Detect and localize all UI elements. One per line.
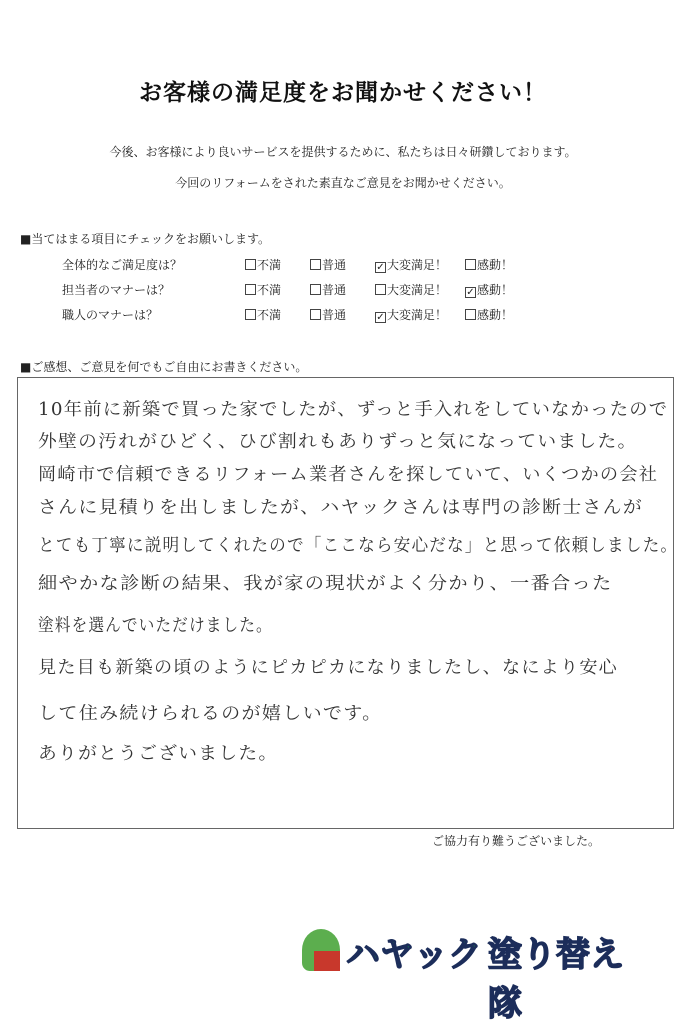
checkbox[interactable] (465, 259, 476, 270)
rating-option[interactable] (465, 306, 513, 323)
option-label: 普通 (322, 283, 347, 297)
checkbox[interactable] (465, 309, 476, 320)
comments-heading: ■ご感想、ご意見を何でもご自由にお書きください。 (20, 360, 308, 374)
handwritten-line: ありがとうございました。 (38, 744, 279, 764)
handwritten-line: とても丁寧に説明してくれたので「ここなら安心だな」と思って依頼しました。 (38, 536, 679, 556)
rating-option[interactable] (465, 256, 513, 273)
rating-option[interactable] (310, 256, 346, 273)
rating-row (62, 281, 662, 299)
page-title: お客様の満足度をお聞かせください！ (139, 80, 547, 106)
checkbox[interactable] (375, 284, 386, 295)
option-label: 普通 (322, 308, 347, 322)
checkbox[interactable] (310, 309, 321, 320)
intro-line-2: 今回のリフォームをされた素直なご意見をお聞かせください。 (175, 176, 511, 190)
rating-label: 全体的なご満足度は？ (62, 258, 183, 272)
logo-tagline: 塗り替え隊 (488, 935, 624, 1024)
option-label: 感動！ (477, 258, 514, 272)
handwritten-line: 外壁の汚れがひどく、ひび割れもありずっと気になっていました。 (38, 432, 638, 452)
option-label: 不満 (257, 258, 282, 272)
checkbox[interactable] (245, 309, 256, 320)
logo-brand: ハヤック (346, 935, 482, 975)
option-label: 普通 (322, 258, 347, 272)
handwritten-line: 塗料を選んでいただけました。 (38, 616, 273, 636)
intro-line-1: 今後、お客様により良いサービスを提供するために、私たちは日々研鑽しております。 (109, 145, 577, 159)
rating-option[interactable] (465, 281, 513, 298)
company-logo (302, 925, 642, 1024)
option-label: 感動！ (477, 308, 514, 322)
checkbox[interactable]: ✓ (376, 312, 385, 323)
checklist-heading: ■当てはまる項目にチェックをお願いします。 (20, 232, 271, 246)
thanks-text: ご協力有り難うございました。 (432, 834, 601, 848)
rating-option[interactable] (310, 306, 346, 323)
handwritten-line: 10年前に新築で買った家でしたが、ずっと手入れをしていなかったので (38, 400, 669, 420)
rating-option[interactable] (245, 281, 281, 298)
rating-label: 職人のマナーは？ (62, 308, 159, 322)
rating-option[interactable] (245, 306, 281, 323)
handwritten-line: さんに見積りを出しましたが、ハヤックさんは専門の診断士さんが (38, 498, 643, 518)
rating-label: 担当者のマナーは？ (62, 283, 171, 297)
rating-row (62, 306, 662, 324)
rating-row (62, 256, 662, 274)
option-label: 大変満足！ (387, 258, 448, 272)
handwritten-line: 細やかな診断の結果、我が家の現状がよく分かり、一番合った (38, 574, 613, 594)
option-label: 感動！ (477, 283, 514, 297)
house-icon (314, 951, 340, 971)
checkbox[interactable] (310, 284, 321, 295)
option-label: 大変満足！ (387, 308, 448, 322)
handwritten-line: して住み続けられるのが嬉しいです。 (38, 704, 383, 724)
checkbox[interactable] (245, 284, 256, 295)
rating-option[interactable] (375, 256, 447, 273)
option-label: 大変満足！ (387, 283, 448, 297)
rating-option[interactable] (245, 256, 281, 273)
checkbox[interactable]: ✓ (376, 262, 385, 273)
handwritten-line: 岡崎市で信頼できるリフォーム業者さんを探していて、いくつかの会社 (38, 465, 659, 485)
checkbox[interactable] (310, 259, 321, 270)
option-label: 不満 (257, 308, 282, 322)
rating-option[interactable] (375, 306, 447, 323)
rating-option[interactable] (310, 281, 346, 298)
rating-option[interactable] (375, 281, 447, 298)
handwritten-line: 見た目も新築の頃のようにピカピカになりましたし、なにより安心 (38, 658, 618, 678)
option-label: 不満 (257, 283, 282, 297)
checkbox[interactable]: ✓ (466, 287, 475, 298)
checkbox[interactable] (245, 259, 256, 270)
